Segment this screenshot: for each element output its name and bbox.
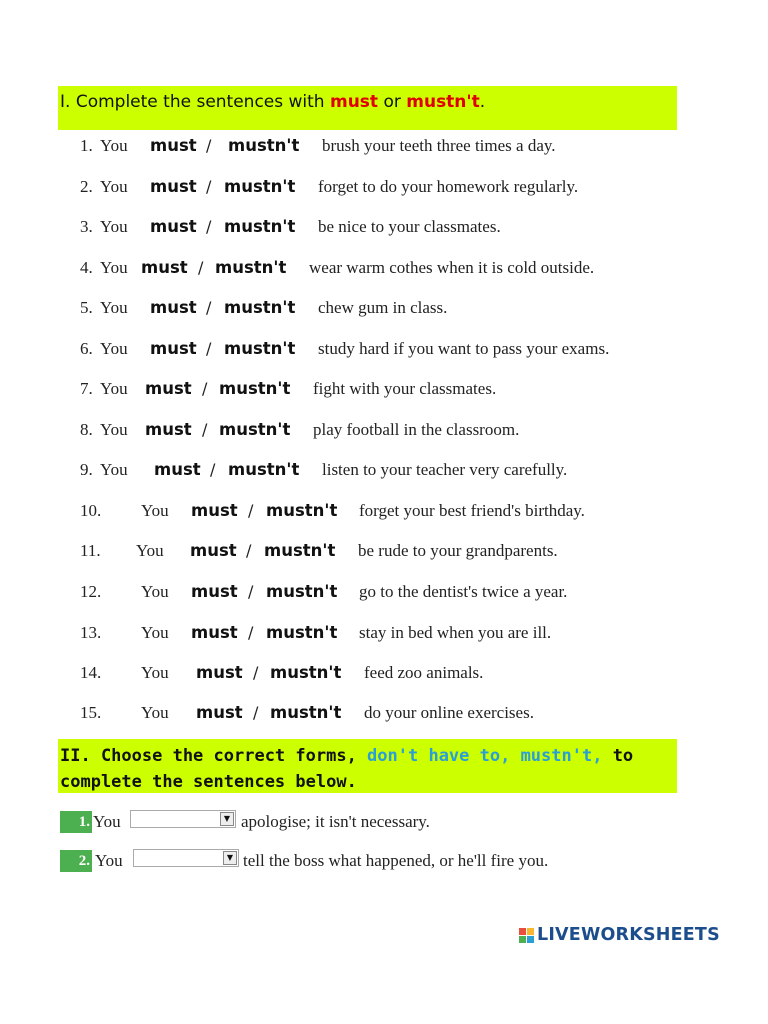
section1-title-prefix: I. Complete the sentences with xyxy=(60,92,330,112)
option-must[interactable]: must xyxy=(145,420,192,439)
sentence-rest: listen to your teacher very carefully. xyxy=(322,460,568,479)
sentence-subject: You xyxy=(100,258,128,277)
option-must[interactable]: must xyxy=(196,703,243,722)
sentence-subject: You xyxy=(100,217,128,236)
sentence-number: 11. xyxy=(80,541,101,560)
section1-title xyxy=(60,92,485,112)
sentence-subject: You xyxy=(100,379,128,398)
sentence-rest: feed zoo animals. xyxy=(364,663,484,682)
sentence-subject: You xyxy=(136,541,164,560)
sentence-subject: You xyxy=(141,663,169,682)
sentence-rest: be nice to your classmates. xyxy=(318,217,501,236)
sentence-subject: You xyxy=(141,501,169,520)
sentence-number: 5. xyxy=(80,298,93,317)
option-must[interactable]: must xyxy=(141,258,188,277)
sentence-subject: You xyxy=(141,582,169,601)
sentence-number: 14. xyxy=(80,663,102,682)
option-separator: / xyxy=(206,217,212,236)
option-separator: / xyxy=(206,177,212,196)
section2-title-suffix: to complete the sentences below. xyxy=(60,746,634,792)
answer-dropdown[interactable] xyxy=(130,810,236,828)
option-must[interactable]: must xyxy=(196,663,243,682)
sentence-rest: chew gum in class. xyxy=(318,298,448,317)
section1-title-mustnt: mustn't xyxy=(406,92,480,112)
sentence-subject: You xyxy=(100,339,128,358)
option-must[interactable]: must xyxy=(150,136,197,155)
option-mustnt[interactable]: mustn't xyxy=(219,379,291,398)
sentence-number: 6. xyxy=(80,339,93,358)
option-must[interactable]: must xyxy=(191,582,238,601)
option-must[interactable]: must xyxy=(150,339,197,358)
sentence-number: 7. xyxy=(80,379,93,398)
option-mustnt[interactable]: mustn't xyxy=(224,298,296,317)
sentence-subject: You xyxy=(100,460,128,479)
dropdown-arrow-icon[interactable]: ▼ xyxy=(220,812,234,826)
sentence-rest: do your online exercises. xyxy=(364,703,534,722)
sentence-number: 3. xyxy=(80,217,93,236)
sentence-subject: You xyxy=(141,703,169,722)
sentence-rest: wear warm cothes when it is cold outside. xyxy=(309,258,595,277)
exercise-subject: You xyxy=(95,851,123,870)
option-separator: / xyxy=(206,136,212,155)
option-mustnt[interactable]: mustn't xyxy=(224,217,296,236)
section2-title xyxy=(60,743,675,795)
exercise-subject: You xyxy=(93,812,121,831)
option-mustnt[interactable]: mustn't xyxy=(228,460,300,479)
option-mustnt[interactable]: mustn't xyxy=(228,136,300,155)
option-separator: / xyxy=(248,582,254,601)
option-separator: / xyxy=(198,258,204,277)
logo-blocks-icon xyxy=(519,928,535,944)
option-mustnt[interactable]: mustn't xyxy=(266,582,338,601)
exercise-number-badge: 2. xyxy=(60,850,92,872)
section1-title-must: must xyxy=(329,92,379,112)
option-mustnt[interactable]: mustn't xyxy=(224,339,296,358)
option-must[interactable]: must xyxy=(150,217,197,236)
sentence-number: 10. xyxy=(80,501,102,520)
option-mustnt[interactable]: mustn't xyxy=(270,663,342,682)
sentence-number: 1. xyxy=(80,136,93,155)
option-must[interactable]: must xyxy=(191,501,238,520)
sentence-subject: You xyxy=(100,420,128,439)
exercise-rest: tell the boss what happened, or he'll fire you. xyxy=(243,851,549,870)
sentence-number: 9. xyxy=(80,460,93,479)
option-separator: / xyxy=(206,339,212,358)
sentence-number: 2. xyxy=(80,177,93,196)
sentence-rest: play football in the classroom. xyxy=(313,420,520,439)
answer-dropdown[interactable] xyxy=(133,849,239,867)
sentence-subject: You xyxy=(100,298,128,317)
sentence-rest: study hard if you want to pass your exams. xyxy=(318,339,610,358)
option-mustnt[interactable]: mustn't xyxy=(264,541,336,560)
section2-title-highlight: don't have to, mustn't, xyxy=(367,746,603,766)
exercise-rest: apologise; it isn't necessary. xyxy=(241,812,430,831)
option-must[interactable]: must xyxy=(150,298,197,317)
option-must[interactable]: must xyxy=(150,177,197,196)
option-separator: / xyxy=(206,298,212,317)
sentence-number: 4. xyxy=(80,258,93,277)
option-mustnt[interactable]: mustn't xyxy=(219,420,291,439)
option-must[interactable]: must xyxy=(190,541,237,560)
option-must[interactable]: must xyxy=(191,623,238,642)
sentence-rest: fight with your classmates. xyxy=(313,379,497,398)
dropdown-arrow-icon[interactable]: ▼ xyxy=(223,851,237,865)
option-must[interactable]: must xyxy=(145,379,192,398)
sentence-rest: be rude to your grandparents. xyxy=(358,541,558,560)
brand-name: LIVEWORKSHEETS xyxy=(537,925,720,945)
exercise-number-badge: 1. xyxy=(60,811,92,833)
sentence-number: 15. xyxy=(80,703,102,722)
option-separator: / xyxy=(246,541,252,560)
option-separator: / xyxy=(210,460,216,479)
option-separator: / xyxy=(248,501,254,520)
sentence-subject: You xyxy=(141,623,169,642)
section2-title-prefix: II. Choose the correct forms, xyxy=(60,746,368,766)
option-separator: / xyxy=(253,703,259,722)
sentence-rest: go to the dentist's twice a year. xyxy=(359,582,568,601)
option-must[interactable]: must xyxy=(154,460,201,479)
option-mustnt[interactable]: mustn't xyxy=(224,177,296,196)
sentence-subject: You xyxy=(100,177,128,196)
option-mustnt[interactable]: mustn't xyxy=(270,703,342,722)
section1-title-or: or xyxy=(378,92,407,112)
option-separator: / xyxy=(202,379,208,398)
option-mustnt[interactable]: mustn't xyxy=(266,623,338,642)
sentence-rest: forget to do your homework regularly. xyxy=(318,177,579,196)
option-mustnt[interactable]: mustn't xyxy=(266,501,338,520)
sentence-rest: brush your teeth three times a day. xyxy=(322,136,556,155)
option-separator: / xyxy=(253,663,259,682)
sentence-rest: forget your best friend's birthday. xyxy=(359,501,585,520)
option-separator: / xyxy=(248,623,254,642)
sentence-subject: You xyxy=(100,136,128,155)
sentence-rest: stay in bed when you are ill. xyxy=(359,623,552,642)
section1-title-end: . xyxy=(479,92,486,112)
option-mustnt[interactable]: mustn't xyxy=(215,258,287,277)
sentence-number: 12. xyxy=(80,582,102,601)
option-separator: / xyxy=(202,420,208,439)
sentence-number: 8. xyxy=(80,420,93,439)
sentence-number: 13. xyxy=(80,623,102,642)
